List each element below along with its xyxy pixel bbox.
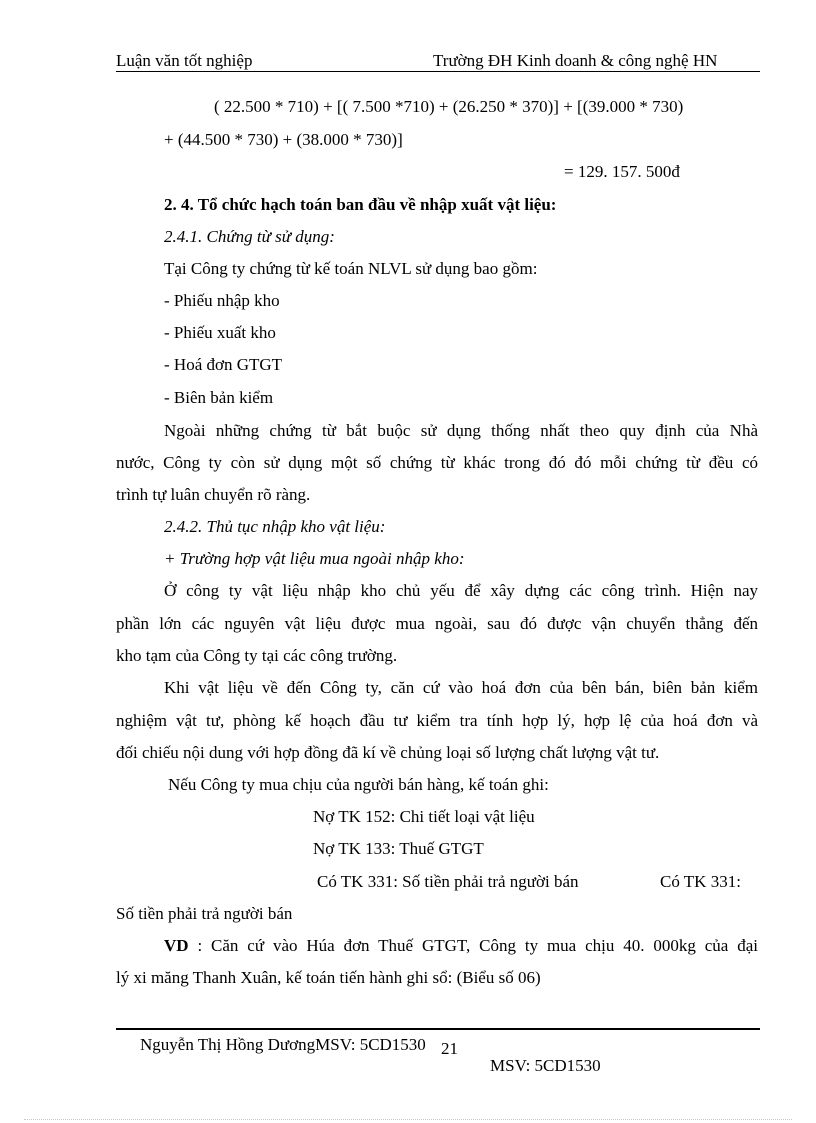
entry-co-331-continuation: Số tiền phải trả người bán bbox=[116, 904, 293, 923]
formula-line-2: + (44.500 * 730) + (38.000 * 730)] bbox=[164, 130, 403, 149]
list-item: - Phiếu nhập kho bbox=[164, 291, 280, 310]
footer-msv: MSV: 5CD1530 bbox=[490, 1056, 601, 1075]
example-label: VD bbox=[164, 936, 189, 955]
intro-text: Tại Công ty chứng từ kế toán NLVL sử dụng bao gồm: bbox=[164, 259, 538, 278]
entry-no-133: Nợ TK 133: Thuế GTGT bbox=[313, 839, 484, 858]
paragraph-1-line-3: trình tự luân chuyển rõ ràng. bbox=[116, 485, 311, 504]
paragraph-3-line-3: đối chiếu nội dung với hợp đồng đã kí về chủng loại số lượng chất lượng vật tư. bbox=[116, 743, 660, 762]
paragraph-1-line-1: Ngoài những chứng từ bắt buộc sử dụng thống nhất theo quy định của Nhà bbox=[164, 421, 758, 440]
footer-rule bbox=[116, 1028, 760, 1030]
paragraph-1-line-2: nước, Công ty còn sử dụng một số chứng từ khác trong đó đó mỗi chứng từ đều có bbox=[116, 453, 758, 472]
case-heading: + Trường hợp vật liệu mua ngoài nhập kho: bbox=[164, 549, 465, 568]
footer-author: Nguyễn Thị Hồng DươngMSV: 5CD1530 bbox=[140, 1035, 426, 1054]
example-line-1 bbox=[164, 936, 758, 956]
bottom-dotted-divider bbox=[24, 1119, 792, 1120]
example-line-2: lý xi măng Thanh Xuân, kế toán tiến hành ghi sổ: (Biểu số 06) bbox=[116, 968, 541, 987]
subsection-2-4-1: 2.4.1. Chứng từ sử dụng: bbox=[164, 227, 335, 246]
list-item: - Phiếu xuất kho bbox=[164, 323, 276, 342]
formula-result: = 129. 157. 500đ bbox=[564, 162, 680, 181]
entry-no-152: Nợ TK 152: Chi tiết loại vật liệu bbox=[313, 807, 535, 826]
paragraph-2-line-2: phần lớn các nguyên vật liệu được mua ngoài, sau đó được vận chuyển thẳng đến bbox=[116, 614, 758, 633]
paragraph-3-line-2: nghiệm vật tư, phòng kế hoạch đầu tư kiểm tra tính hợp lý, hợp lệ của hoá đơn và bbox=[116, 711, 758, 730]
header-rule bbox=[116, 71, 760, 72]
formula-line-1: ( 22.500 * 710) + [( 7.500 *710) + (26.250 * 370)] + [(39.000 * 730) bbox=[214, 97, 684, 116]
header-left: Luận văn tốt nghiệp bbox=[116, 51, 253, 70]
header-right: Trường ĐH Kinh doanh & công nghệ HN bbox=[433, 51, 718, 70]
list-item: - Biên bản kiểm bbox=[164, 388, 274, 407]
entry-co-331-repeat: Có TK 331: bbox=[660, 872, 741, 891]
paragraph-3-line-1: Khi vật liệu về đến Công ty, căn cứ vào hoá đơn của bên bán, biên bản kiểm bbox=[164, 678, 758, 697]
paragraph-2-line-1: Ở công ty vật liệu nhập kho chủ yếu để xây dựng các công trình. Hiện nay bbox=[164, 581, 758, 600]
paragraph-2-line-3: kho tạm của Công ty tại các công trường. bbox=[116, 646, 398, 665]
section-heading: 2. 4. Tổ chức hạch toán ban đầu về nhập xuất vật liệu: bbox=[164, 195, 557, 214]
subsection-2-4-2: 2.4.2. Thủ tục nhập kho vật liệu: bbox=[164, 517, 386, 536]
paragraph-4: Nếu Công ty mua chịu của người bán hàng, kế toán ghi: bbox=[168, 775, 549, 794]
entry-co-331: Có TK 331: Số tiền phải trả người bán bbox=[317, 872, 579, 891]
example-text: : Căn cứ vào Húa đơn Thuế GTGT, Công ty mua chịu 40. 000kg của đại bbox=[188, 936, 758, 955]
page-number: 21 bbox=[441, 1039, 458, 1058]
list-item: - Hoá đơn GTGT bbox=[164, 355, 283, 374]
